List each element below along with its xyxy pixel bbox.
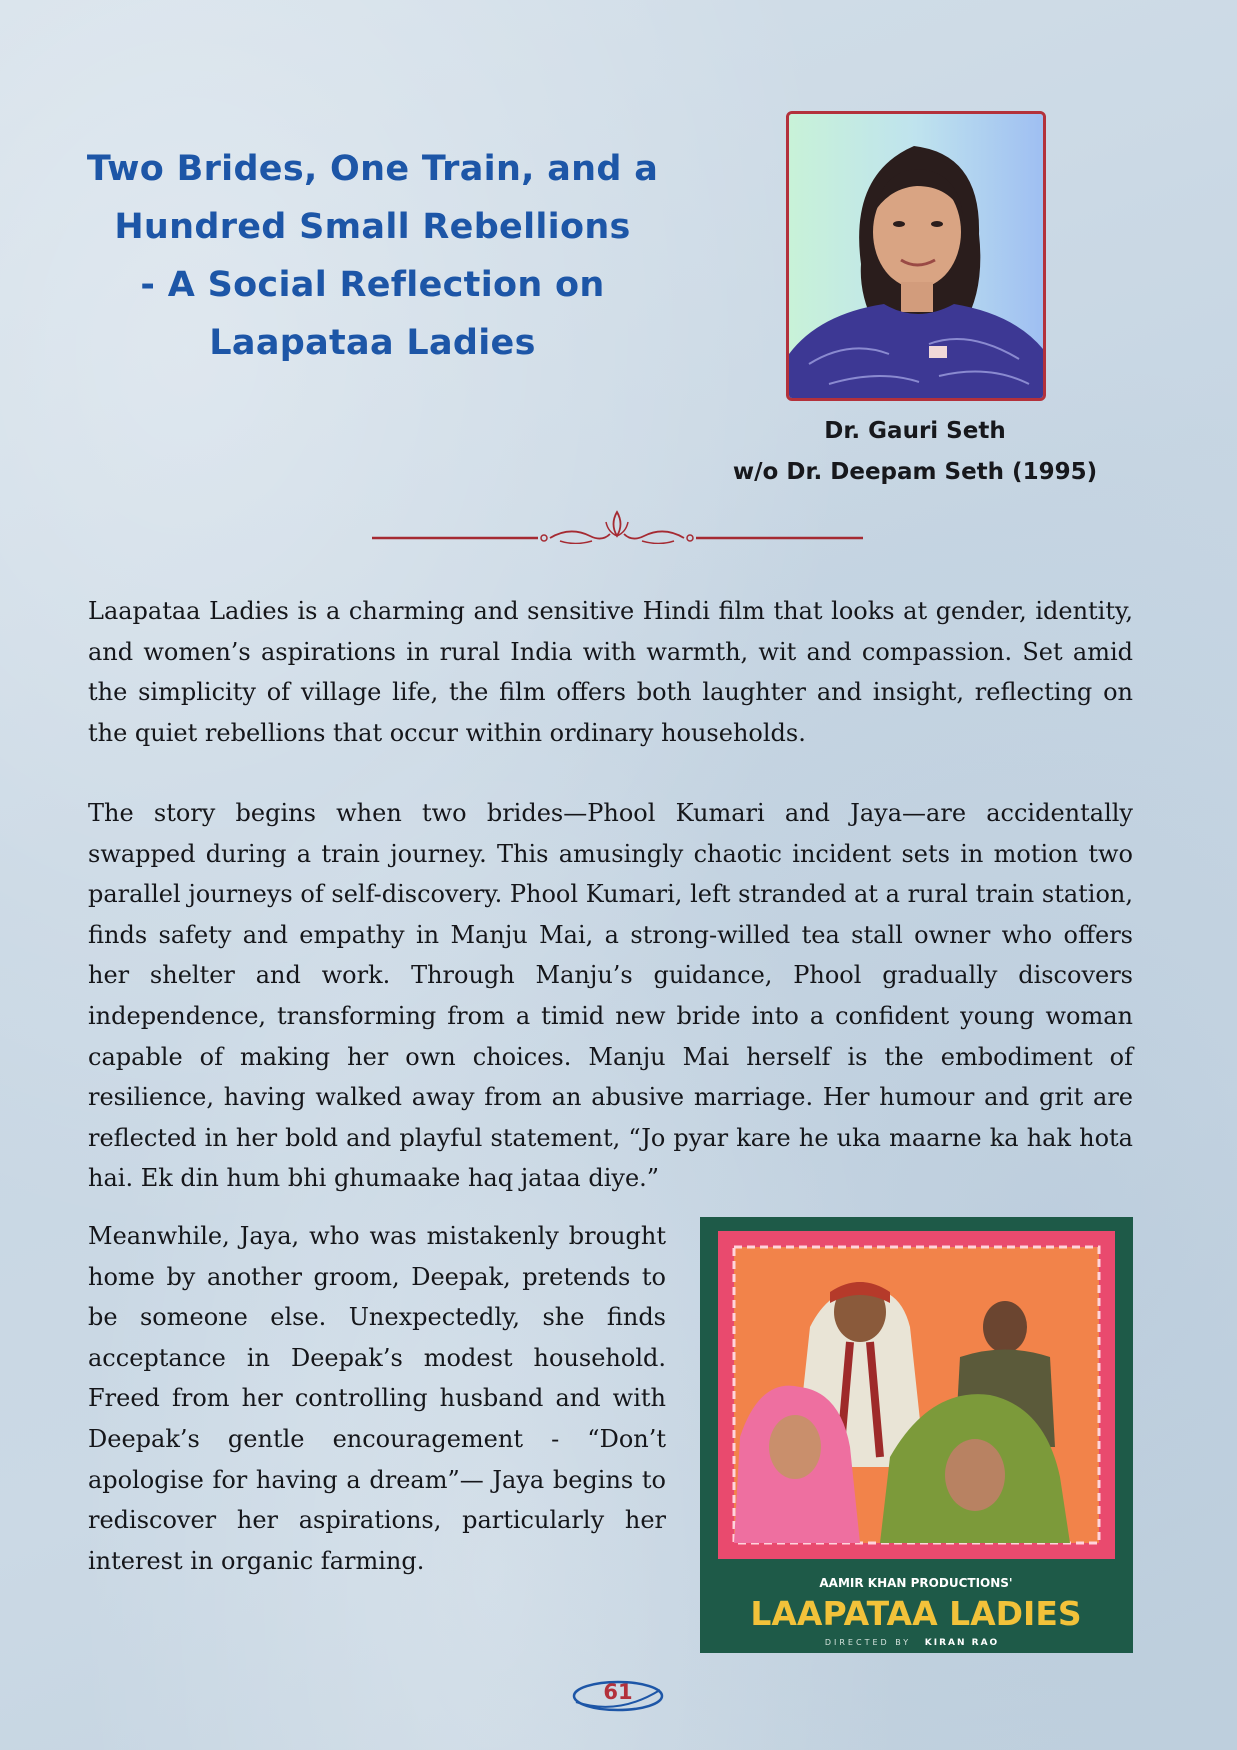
title-line: - A Social Reflection on xyxy=(140,265,605,305)
author-name: Dr. Gauri Seth xyxy=(824,418,1006,444)
ornamental-divider xyxy=(370,508,865,544)
page-number-text: 61 xyxy=(603,1680,633,1704)
paragraph: The story begins when two brides—Phool Kumari and Jaya—are accidentally swapped during a train journey. This amusingly chaotic incident sets in motion two parallel journeys of self-discovery. Phool Kumari, left stranded at a rural train station, finds safety and empathy in Manju Mai, a strong-willed tea stall owner who offers her shelter and work. Through Manju’s guidance, Phool gradually discovers independence, transforming from a timid new bride into a confident young woman capable of making her own choices. Manju Mai herself is the embodiment of resilience, having walked away from an abusive marriage. Her humour and grit are reflected in her bold and playful statement, “Jo pyar kare he uka maarne ka hak hota hai. Ek din hum bhi ghumaake haq jataa diye.” xyxy=(88,799,1133,1193)
poster-title: LAAPATAA LADIES xyxy=(750,1594,1082,1633)
paragraph: Laapataa Ladies is a charming and sensitive Hindi film that looks at gender, identity, and women’s aspirations in rural India with warmth, wit and compassion. Set amid the simplicity of village life, the film offers both laughter and insight, reflecting on the quiet rebellions that occur within ordinary households. xyxy=(88,597,1133,747)
title-line: Hundred Small Rebellions xyxy=(114,207,631,247)
author-relation: w/o Dr. Deepam Seth (1995) xyxy=(732,459,1098,485)
page-number xyxy=(570,1676,666,1714)
poster-directed-by: DIRECTED BY xyxy=(824,1638,912,1647)
movie-poster xyxy=(700,1217,1133,1653)
paragraph: Meanwhile, Jaya, who was mistakenly brought home by another groom, Deepak, pretends to be someone else. Unexpectedly, she finds acceptance in Deepak’s modest household. Freed from her controlling husband and with Deepak’s gentle encouragement - “Don’t apologise for having a dream”— Jaya begins to rediscover her aspirations, particularly her interest in organic farming. xyxy=(88,1222,666,1575)
title-line: Laapataa Ladies xyxy=(209,323,536,363)
author-portrait xyxy=(786,111,1046,401)
poster-production: AAMIR KHAN PRODUCTIONS' xyxy=(819,1576,1013,1590)
poster-director: KIRAN RAO xyxy=(924,1638,1000,1648)
title-line: Two Brides, One Train, and a xyxy=(86,149,659,189)
author-byline xyxy=(700,411,1130,493)
article-title xyxy=(85,140,660,372)
